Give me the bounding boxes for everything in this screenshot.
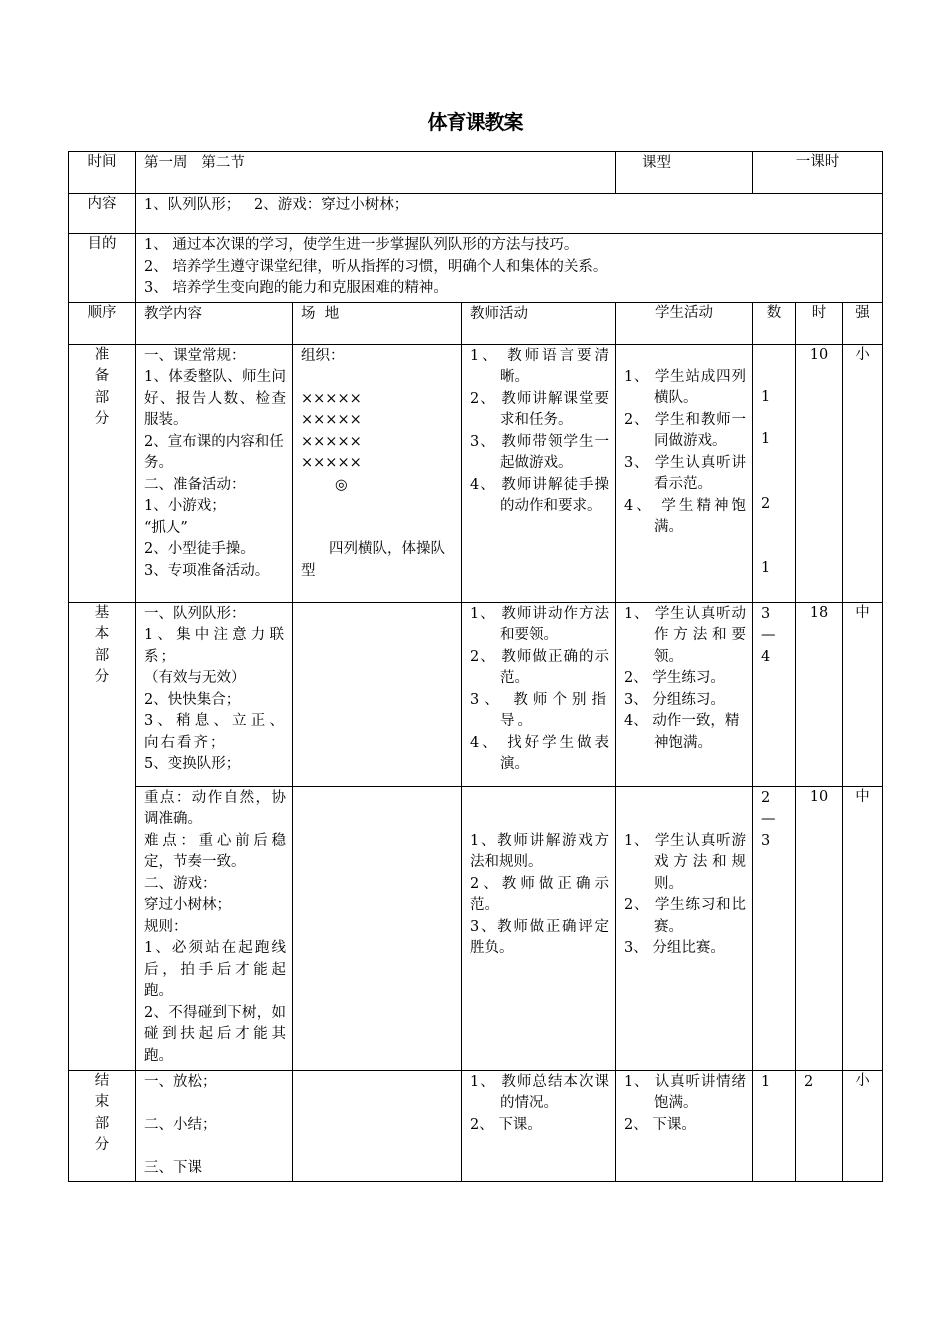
- activity-item: 2、 下课。: [624, 1116, 696, 1133]
- content-line: 难点：重心前后稳定，节奏一致。: [144, 832, 286, 870]
- formation-row: ×××××: [301, 412, 362, 428]
- formation-row: ×××××: [301, 455, 362, 471]
- goal-label: 目的: [69, 234, 136, 303]
- basic-part1-row: [69, 602, 883, 786]
- basic-part2-student-activity: [616, 786, 753, 1070]
- basic-part2-teacher-activity: [462, 786, 616, 1070]
- activity-item: 4、 教师讲解徒手操的动作和要求。: [470, 476, 609, 514]
- activity-item: 1、 教师讲动作方法和要领。: [470, 605, 609, 643]
- basic-part2-content: [136, 786, 293, 1070]
- content-line: 3、专项准备活动。: [144, 562, 270, 579]
- type-label: 课型: [616, 152, 753, 194]
- prep-teacher-activity: [462, 344, 616, 602]
- goal-item: 3、 培养学生变向跑的能力和克服困难的精神。: [144, 280, 448, 296]
- col-order: 顺序: [69, 302, 136, 344]
- activity-item: 2、 教师做正确的示范。: [470, 648, 609, 686]
- col-content: 教学内容: [136, 302, 293, 344]
- venue-caption: 四列横队，体操队型: [301, 541, 445, 579]
- activity-item: 2、教师做正确示范。: [470, 875, 609, 913]
- activity-item: 2、 下课。: [470, 1116, 542, 1133]
- basic-part2-time: 10: [796, 786, 843, 1070]
- venue-org-label: 组织：: [301, 347, 345, 364]
- col-time: 时: [796, 302, 843, 344]
- col-intensity: 强: [843, 302, 883, 344]
- goal-item: 2、 培养学生遵守课堂纪律，听从指挥的习惯，明确个人和集体的关系。: [144, 258, 608, 275]
- activity-item: 2、 教师讲解课堂要求和任务。: [470, 390, 609, 428]
- lesson-plan-table: [68, 151, 883, 1182]
- content-label: 内容: [69, 194, 136, 234]
- content-line: 二、游戏：: [144, 875, 217, 892]
- end-content: [136, 1070, 293, 1182]
- activity-item: 2、 学生练习和比赛。: [624, 897, 746, 935]
- page-title: 体育课教案: [427, 110, 523, 134]
- prep-section-row: [69, 344, 883, 602]
- content-line: 1、必须站在起跑线后，拍手后才能起跑。: [144, 940, 286, 999]
- basic-part1-venue: [293, 602, 462, 786]
- activity-item: 2、 学生和教师一同做游戏。: [624, 411, 746, 449]
- content-line: 二、小结；: [144, 1116, 217, 1133]
- content-line: 2、不得碰到下树，如碰到扶起后才能其跑。: [144, 1004, 286, 1064]
- basic-part2-count: 2 — 3: [753, 786, 796, 1070]
- activity-item: 1、教师讲解游戏方法和规则。: [470, 832, 609, 870]
- column-header-row: [69, 302, 883, 344]
- goal-list: [136, 234, 883, 303]
- col-teacher: 教师活动: [462, 302, 616, 344]
- basic-part1-content: [136, 602, 293, 786]
- activity-item: 1、 认真听讲情绪饱满。: [624, 1073, 746, 1111]
- content-line: “抓人”: [144, 519, 188, 536]
- basic-part2-row: [69, 786, 883, 1070]
- time-label: 时间: [69, 152, 136, 194]
- end-teacher-activity: [462, 1070, 616, 1182]
- activity-item: 3、 分组练习。: [624, 691, 725, 708]
- activity-item: 3、 学生认真听讲看示范。: [624, 454, 746, 492]
- activity-item: 3、教师做正确评定胜负。: [470, 918, 609, 956]
- end-section-label: 结 束 部 分: [69, 1070, 136, 1182]
- content-line: 规则：: [144, 918, 188, 935]
- activity-item: 1、 教师总结本次课的情况。: [470, 1073, 609, 1111]
- col-venue: 场 地: [293, 302, 462, 344]
- content-line: 一、放松；: [144, 1073, 217, 1090]
- content-line: 一、队列队形：: [144, 605, 246, 622]
- basic-part1-teacher-activity: [462, 602, 616, 786]
- prep-section-label: 准 备 部 分: [69, 344, 136, 602]
- end-venue: [293, 1070, 462, 1182]
- end-student-activity: [616, 1070, 753, 1182]
- content-line: 2、宣布课的内容和任务。: [144, 433, 284, 471]
- content-line: 5、变换队形；: [144, 756, 241, 772]
- activity-item: 1、 学生站成四列横队。: [624, 368, 746, 406]
- content-line: 穿过小树林；: [144, 897, 231, 913]
- prep-content: [136, 344, 293, 602]
- basic-part1-student-activity: [616, 602, 753, 786]
- prep-time: 10: [796, 344, 843, 602]
- content-line: （有效与无效）: [144, 670, 246, 686]
- content-line: 1、体委整队、师生问好、报告人数、检查服装。: [144, 369, 286, 428]
- activity-item: 3、 教师带领学生一起做游戏。: [470, 433, 609, 471]
- content-line: 3、稍息、立正、向右看齐；: [144, 713, 286, 751]
- activity-item: 1、 学生认真听游戏方法和规则。: [624, 832, 746, 892]
- basic-section-label: 基 本 部 分: [69, 602, 136, 1070]
- col-count: 数: [753, 302, 796, 344]
- content-line: 2、小型徒手操。: [144, 541, 255, 557]
- end-count: 1: [753, 1070, 796, 1182]
- basic-part2-intensity: 中: [843, 786, 883, 1070]
- content-line: 重点：动作自然，协调准确。: [144, 789, 286, 827]
- basic-part1-intensity: 中: [843, 602, 883, 786]
- teacher-position-icon: ◎: [335, 476, 348, 493]
- goal-item: 1、 通过本次课的学习，使学生进一步掌握队列队形的方法与技巧。: [144, 237, 579, 253]
- prep-intensity: 小: [843, 344, 883, 602]
- activity-item: 4、 找好学生做表演。: [470, 734, 609, 772]
- prep-venue: [293, 344, 462, 602]
- prep-student-activity: [616, 344, 753, 602]
- activity-item: 3、 分组比赛。: [624, 940, 725, 956]
- content-line: 二、准备活动：: [144, 476, 246, 493]
- activity-item: 2、 学生练习。: [624, 670, 725, 686]
- basic-part1-time: 18: [796, 602, 843, 786]
- basic-part1-count: 3 — 4: [753, 602, 796, 786]
- type-value: 一课时: [753, 152, 883, 194]
- end-time: 2: [796, 1070, 843, 1182]
- time-value: 第一周 第二节: [136, 152, 616, 194]
- content-line: 1、小游戏；: [144, 498, 226, 514]
- content-line: 三、下课: [144, 1159, 202, 1176]
- end-intensity: 小: [843, 1070, 883, 1182]
- content-row: [69, 194, 883, 234]
- content-line: 2、快快集合；: [144, 691, 241, 708]
- goal-row: [69, 234, 883, 303]
- activity-item: 4、 动作一致，精神饱满。: [624, 713, 740, 751]
- col-student: 学生活动: [616, 302, 753, 344]
- basic-part2-venue: [293, 786, 462, 1070]
- activity-item: 1、 学生认真听动作方法和要领。: [624, 605, 746, 665]
- formation-row: ×××××: [301, 433, 362, 450]
- activity-item: 3、 教师个别指导。: [470, 691, 609, 729]
- content-value: 1、队列队形； 2、游戏：穿过小树林；: [136, 194, 883, 234]
- content-line: 一、课堂常规：: [144, 347, 246, 364]
- formation-row: ×××××: [301, 390, 362, 407]
- content-line: 1、集中注意力联系；: [144, 627, 286, 665]
- activity-item: 1、 教师语言要清晰。: [470, 347, 609, 385]
- end-section-row: [69, 1070, 883, 1182]
- activity-item: 4、 学生精神饱满。: [624, 497, 746, 535]
- time-row: [69, 152, 883, 194]
- prep-count: 1 1 2 1: [753, 344, 796, 602]
